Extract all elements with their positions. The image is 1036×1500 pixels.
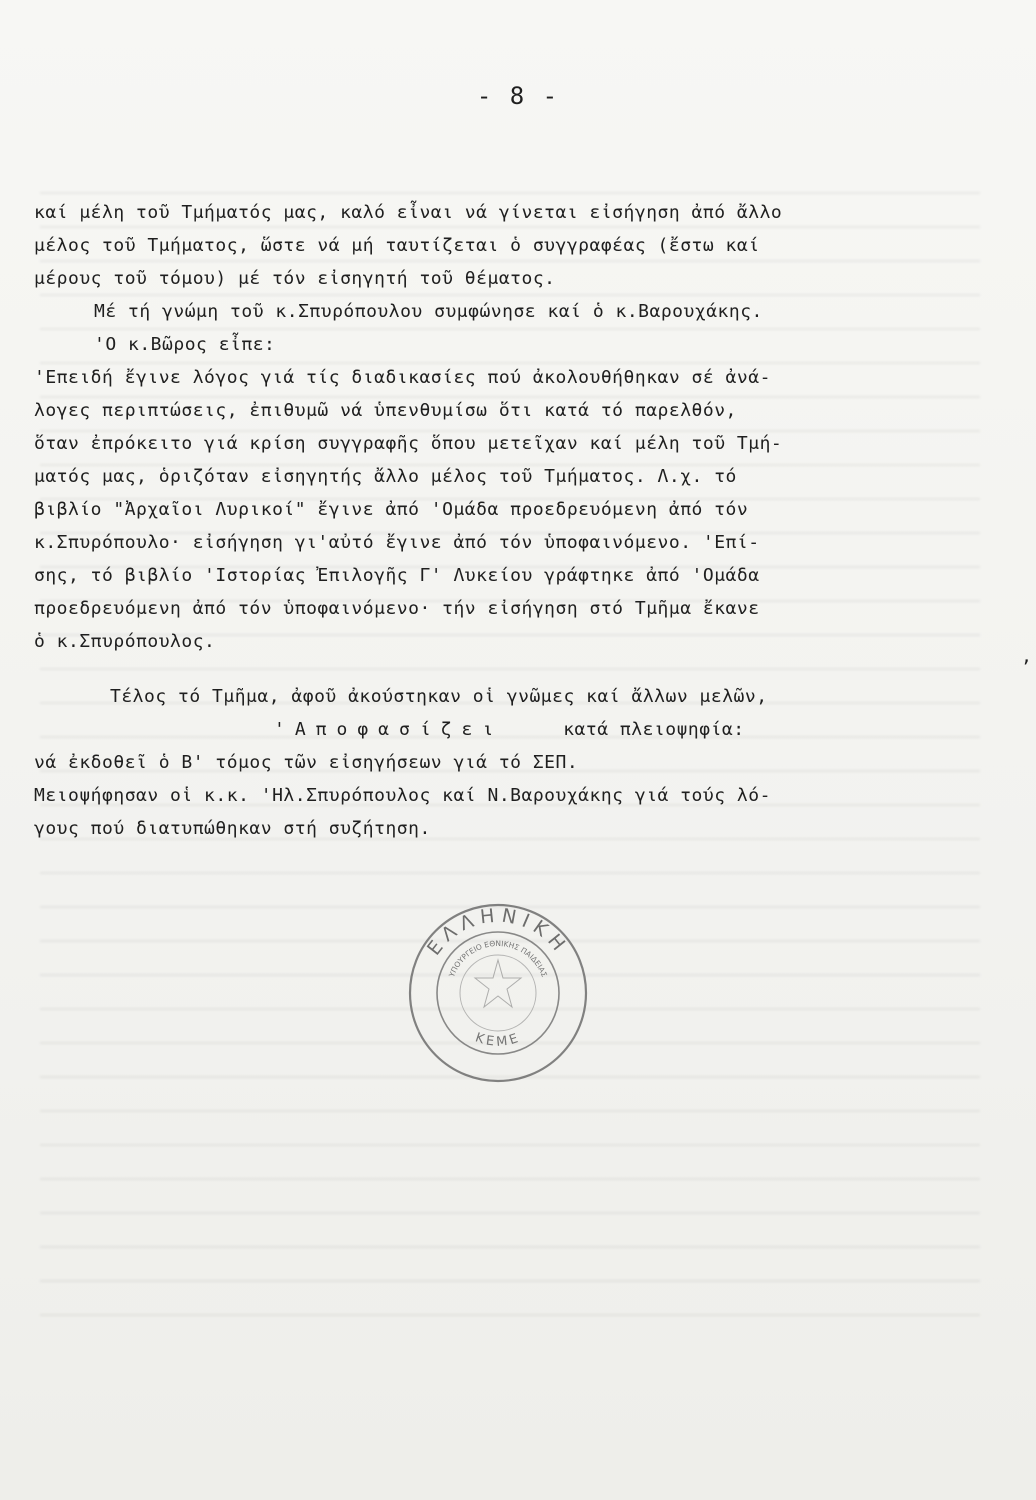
decision-line <box>34 713 974 746</box>
body-line: Μειοψήφησαν οἱ κ.κ. 'Ηλ.Σπυρόπουλος καί Ν.Βαρουχάκης γιά τούς λό- <box>34 785 771 806</box>
margin-mark: , <box>1021 646 1032 667</box>
official-seal-stamp <box>403 898 593 1088</box>
body-line: μέλος τοῦ Τμήματος, ὥστε νά μή ταυτίζεται ὁ συγγραφέας (ἔστω καί <box>34 235 760 256</box>
body-line: σης, τό βιβλίο 'Ιστορίας Ἐπιλογῆς Γ' Λυκείου γράφτηκε ἀπό 'Ομάδα <box>34 565 760 586</box>
body-line: μέρους τοῦ τόμου) μέ τόν εἰσηγητή τοῦ θέματος. <box>34 268 556 289</box>
body-line: 'Ο κ.Βῶρος εἶπε: <box>94 334 276 355</box>
body-line: ὁ κ.Σπυρόπουλος. <box>34 631 216 652</box>
body-line: 'Επειδή ἔγινε λόγος γιά τίς διαδικασίες πού ἀκολουθήθηκαν σέ ἀνά- <box>34 367 771 388</box>
body-line: προεδρευόμενη ἀπό τόν ὑποφαινόμενο· τήν εἰσήγηση στό Τμῆμα ἔκανε <box>34 598 760 619</box>
body-line: λογες περιπτώσεις, ἐπιθυμῶ νά ὑπενθυμίσω ὅτι κατά τό παρελθόν, <box>34 400 737 421</box>
body-line: Τέλος τό Τμῆμα, ἀφοῦ ἀκούστηκαν οἱ γνῶμες καί ἄλλων μελῶν, <box>110 686 768 707</box>
document-body <box>34 196 974 845</box>
body-line: κ.Σπυρόπουλο· εἰσήγηση γι'αὐτό ἔγινε ἀπό τόν ὑποφαινόμενο. 'Επί- <box>34 532 760 553</box>
body-line: καί μέλη τοῦ Τμήματός μας, καλό εἶναι νά γίνεται εἰσήγηση ἀπό ἄλλο <box>34 202 783 223</box>
seal-center-text: ΥΠΟΥΡΓΕΙΟ ΕΘΝΙΚΗΣ ΠΑΙΔΕΙΑΣ <box>447 939 549 979</box>
paragraph-gap <box>34 658 974 680</box>
seal-top-text: ΕΛΛΗΝΙΚΗ <box>423 904 573 960</box>
body-line: ματός μας, ὁριζόταν εἰσηγητής ἄλλο μέλος τοῦ Τμήματος. Λ.χ. τό <box>34 466 737 487</box>
seal-emblem <box>475 960 521 1007</box>
body-line: βιβλίο "Ἀρχαῖοι Λυρικοί" ἔγινε ἀπό 'Ομάδα προεδρευόμενη ἀπό τόν <box>34 499 749 520</box>
decision-word: 'Αποφασίζει <box>274 719 504 740</box>
body-line: νά ἐκδοθεῖ ὁ Β' τόμος τῶν εἰσηγήσεων γιά τό ΣΕΠ. <box>34 752 579 773</box>
seal-bottom-text: ΚΕΜΕ <box>473 1030 523 1050</box>
body-line: γους πού διατυπώθηκαν στή συζήτηση. <box>34 818 431 839</box>
body-line: ὅταν ἐπρόκειτο γιά κρίση συγγραφῆς ὅπου μετεῖχαν καί μέλη τοῦ Τμή- <box>34 433 783 454</box>
body-line: Μέ τή γνώμη τοῦ κ.Σπυρόπουλου συμφώνησε καί ὁ κ.Βαρουχάκης. <box>94 301 763 322</box>
decision-rest: κατά πλειοψηφία: <box>563 719 745 740</box>
page-number: - 8 - <box>476 82 560 110</box>
